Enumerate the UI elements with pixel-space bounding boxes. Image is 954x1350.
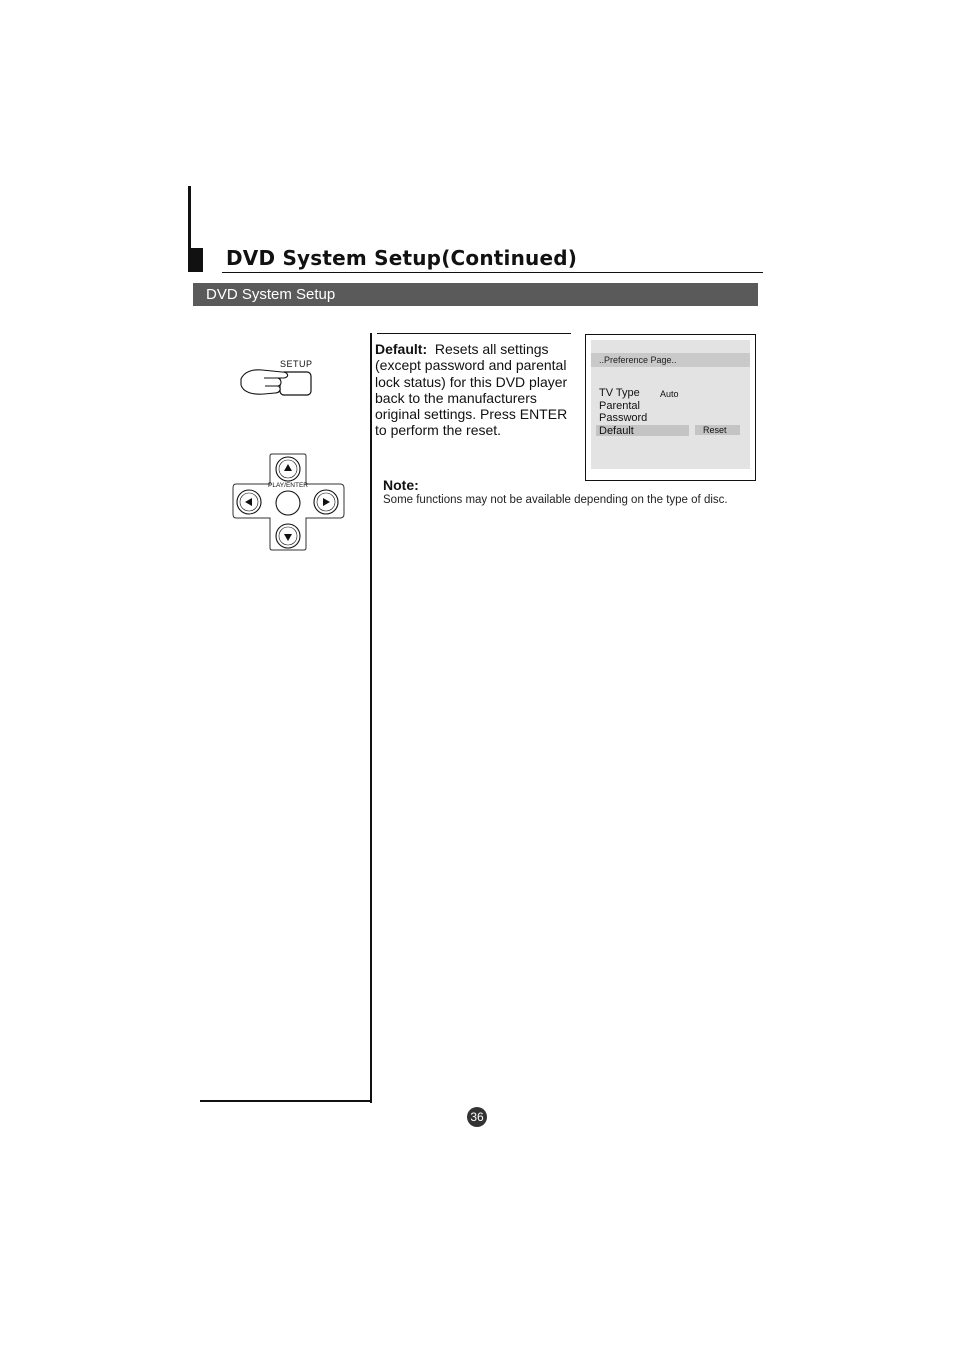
menu-item-tv-type: TV Type [599,387,640,399]
header-accent-block [188,248,203,272]
enter-button-label: PLAY/ENTER [268,482,308,489]
default-description [375,341,580,439]
menu-value-tv-type: Auto [660,389,679,399]
menu-item-default: Default [599,425,634,437]
title-underline [222,272,763,273]
screen-header-title: ..Preference Page.. [599,355,677,365]
section-title: DVD System Setup [206,286,336,303]
note-heading: Note: [383,477,419,493]
enter-button-icon [276,491,300,515]
default-term: Default: [375,341,428,357]
column-divider [370,333,372,1103]
setup-button-hand-icon [238,366,318,402]
column-bottom-rule [200,1100,371,1102]
note-text: Some functions may not be available depending on the type of disc. [383,494,728,506]
direction-pad-icon [231,452,347,552]
text-top-rule [377,333,571,334]
menu-item-parental: Parental [599,400,640,412]
default-text: Resets all settings (except password and parental lock status) for this DVD player back to the manufacturers original settings. Press ENTER to perform the reset. [375,341,568,439]
menu-value-reset: Reset [703,425,727,435]
page-title: DVD System Setup(Continued) [226,246,578,270]
setup-button-label: SETUP [280,359,313,369]
page-number: 36 [467,1107,487,1127]
menu-item-password: Password [599,412,648,424]
